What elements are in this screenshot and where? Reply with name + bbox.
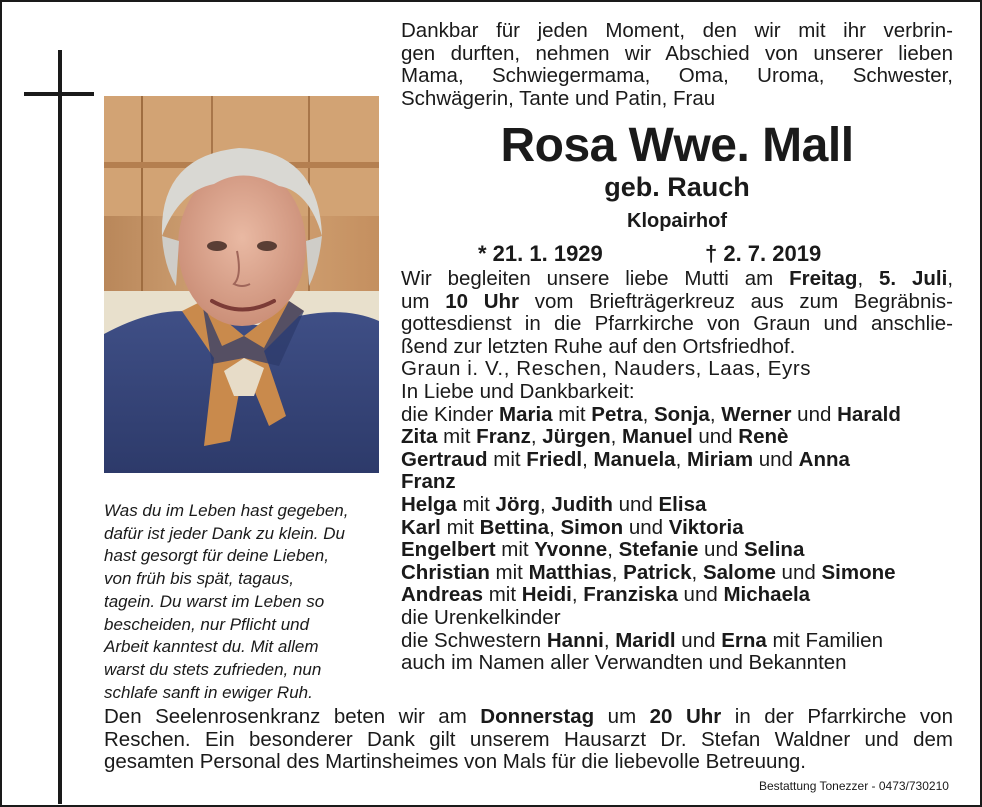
undertaker-credit: Bestattung Tonezzer - 0473/730210 (759, 779, 949, 793)
rosary-line (104, 706, 953, 729)
text-segment: , (530, 425, 543, 449)
family-line (401, 562, 953, 585)
text-segment: und (675, 628, 722, 652)
text-segment: um (594, 705, 650, 728)
text-segment: , (691, 560, 703, 584)
text-segment: und (791, 402, 838, 426)
birth-date: * 21. 1. 1929 (478, 241, 603, 266)
grandchild-name: Simon (560, 515, 624, 539)
funeral-time: 10 Uhr (445, 289, 519, 313)
text-segment: mit (437, 425, 477, 449)
grandchild-name: Friedl (526, 447, 583, 471)
intro-line: Schwägerin, Tante und Patin, Frau (401, 86, 716, 110)
mourners-intro: In Liebe und Dankbarkeit: (401, 379, 635, 403)
text-segment: , (571, 583, 584, 607)
grandchild-name: Bettina (479, 515, 550, 539)
text-segment: um (401, 289, 446, 313)
text-segment: mit (552, 402, 592, 426)
text-segment: , (709, 402, 722, 426)
text-segment: , (549, 515, 561, 539)
poem-line: tagein. Du warst im Leben so (104, 591, 325, 611)
child-name: Karl (401, 515, 441, 539)
poem-line: schlafe sanft in ewiger Ruh. (104, 682, 313, 702)
places-line: Graun i. V., Reschen, Nauders, Laas, Eyrs (401, 357, 812, 381)
intro-text (401, 20, 953, 110)
funeral-day: Freitag (789, 267, 858, 290)
grandchild-name: Renè (738, 425, 789, 449)
family-line (401, 404, 953, 427)
text-segment: mit (483, 583, 522, 607)
deceased-name: Rosa Wwe. Mall (500, 119, 854, 172)
rosary-day: Donnerstag (480, 705, 595, 728)
text-segment: , (675, 447, 687, 471)
great-grandchildren-line: die Urenkelkinder (401, 605, 561, 629)
sister-name: Maridl (615, 628, 676, 652)
grandchild-name: Petra (591, 402, 643, 426)
text-segment: und (692, 425, 739, 449)
family-line (401, 449, 953, 472)
family-line (401, 494, 953, 517)
text-segment: mit (495, 538, 535, 562)
poem-line: dafür ist jeder Dank zu klein. Du (104, 523, 345, 543)
text-segment: Wir begleiten unsere liebe Mutti am (401, 267, 790, 290)
portrait-photo (104, 96, 379, 473)
sister-name: Erna (721, 628, 767, 652)
grandchild-name: Yvonne (534, 538, 608, 562)
closing-line: auch im Namen aller Verwandten und Bekannten (401, 651, 847, 675)
text-segment: , (857, 267, 880, 290)
child-name: Gertraud (401, 447, 488, 471)
funeral-line: ßend zur letzten Ruhe auf den Ortsfriedhof. (401, 334, 796, 358)
child-name: Maria (499, 402, 553, 426)
grandchild-name: Viktoria (668, 515, 744, 539)
grandchild-name: Harald (837, 402, 901, 426)
sisters-line (401, 630, 953, 653)
grandchild-name: Manuela (593, 447, 676, 471)
grandchild-name: Franz (401, 470, 456, 494)
funeral-line (401, 268, 953, 291)
funeral-line (401, 291, 953, 314)
text-segment: mit (487, 447, 527, 471)
text-segment: mit Familien (766, 628, 883, 652)
poem-line: warst du stets zufrieden, nun (104, 659, 322, 679)
rosary-line: gesamten Personal des Martinsheimes von Mals für die liebevolle Betreuung. (104, 750, 806, 774)
poem-line: Arbeit kanntest du. Mit allem (104, 637, 319, 657)
grandchild-name: Jörg (495, 492, 540, 516)
intro-line: gen durften, nehmen wir Abschied von unserer lieben (401, 41, 953, 65)
intro-line: Mama, Schwiegermama, Oma, Uroma, Schwester, (401, 64, 953, 87)
text-segment: , (642, 402, 654, 426)
grandchild-name: Simone (821, 560, 896, 584)
sister-name: Hanni (546, 628, 604, 652)
funeral-date: 5. Juli (879, 267, 948, 290)
child-name: Andreas (401, 583, 484, 607)
family-line (401, 584, 953, 607)
text-segment: und (677, 583, 724, 607)
text-segment: , (947, 267, 954, 290)
grandchild-name: Werner (721, 402, 792, 426)
child-name: Zita (401, 425, 438, 449)
grandchild-name: Anna (798, 447, 850, 471)
grandchild-name: Miriam (686, 447, 754, 471)
grandchild-name: Judith (551, 492, 613, 516)
text-segment: , (603, 628, 616, 652)
text-segment: und (775, 560, 822, 584)
text-segment: vom Briefträgerkreuz aus zum Begräbnis- (519, 289, 953, 313)
child-name: Christian (401, 560, 490, 584)
text-segment: , (582, 447, 594, 471)
text-segment: die Schwestern (401, 628, 547, 652)
text-segment: und (612, 492, 659, 516)
grandchild-name: Michaela (723, 583, 811, 607)
grandchild-name: Salome (702, 560, 776, 584)
text-segment: und (698, 538, 744, 562)
rosary-notice (104, 706, 953, 774)
text-segment: mit (489, 560, 529, 584)
funeral-line: gottesdienst in die Pfarrkirche von Graun und anschlie- (401, 312, 953, 336)
grandchild-name: Jürgen (542, 425, 611, 449)
family-line (401, 539, 953, 562)
text-segment: mit (440, 515, 480, 539)
funeral-details (401, 268, 953, 675)
grandchild-name: Sonja (653, 402, 710, 426)
text-segment: in der Pfarrkirche von (721, 705, 953, 728)
memorial-poem (104, 500, 389, 704)
grandchild-name: Franz (476, 425, 531, 449)
text-segment: , (539, 492, 552, 516)
text-segment: , (611, 560, 624, 584)
poem-line: Was du im Leben hast gegeben, (104, 501, 349, 520)
poem-line: bescheiden, nur Pflicht und (104, 614, 310, 634)
portrait-image (104, 96, 379, 473)
text-segment: , (610, 425, 623, 449)
death-date: † 2. 7. 2019 (705, 241, 822, 266)
grandchild-name: Selina (743, 538, 805, 562)
grandchild-name: Stefanie (618, 538, 699, 562)
intro-line: Dankbar für jeden Moment, den wir mit ihr verbrin- (401, 19, 953, 42)
grandchild-name: Franziska (583, 583, 678, 607)
birth-name: geb. Rauch (604, 172, 750, 202)
text-segment: , (607, 538, 619, 562)
grandchild-name: Patrick (623, 560, 692, 584)
grandchild-name: Manuel (622, 425, 693, 449)
child-name: Engelbert (401, 538, 496, 562)
family-line (401, 471, 953, 494)
text-segment: Den Seelenrosenkranz beten wir am (104, 705, 481, 728)
poem-line: hast gesorgt für deine Lieben, (104, 546, 329, 566)
cross-icon (58, 50, 62, 804)
farm-name: Klopairhof (627, 210, 727, 232)
cross-icon-bar (24, 92, 94, 96)
text-segment: die Kinder (401, 402, 500, 426)
poem-line: von früh bis spät, tagaus, (104, 569, 294, 589)
text-segment: und (753, 447, 799, 471)
family-line (401, 517, 953, 540)
child-name: Helga (401, 492, 457, 516)
grandchild-name: Matthias (528, 560, 612, 584)
text-segment: und (623, 515, 669, 539)
grandchild-name: Elisa (658, 492, 707, 516)
grandchild-name: Heidi (521, 583, 572, 607)
text-segment: mit (456, 492, 496, 516)
rosary-time: 20 Uhr (649, 705, 722, 728)
rosary-line: Reschen. Ein besonderer Dank gilt unserem Hausarzt Dr. Stefan Waldner und dem (104, 727, 953, 751)
family-line (401, 426, 953, 449)
